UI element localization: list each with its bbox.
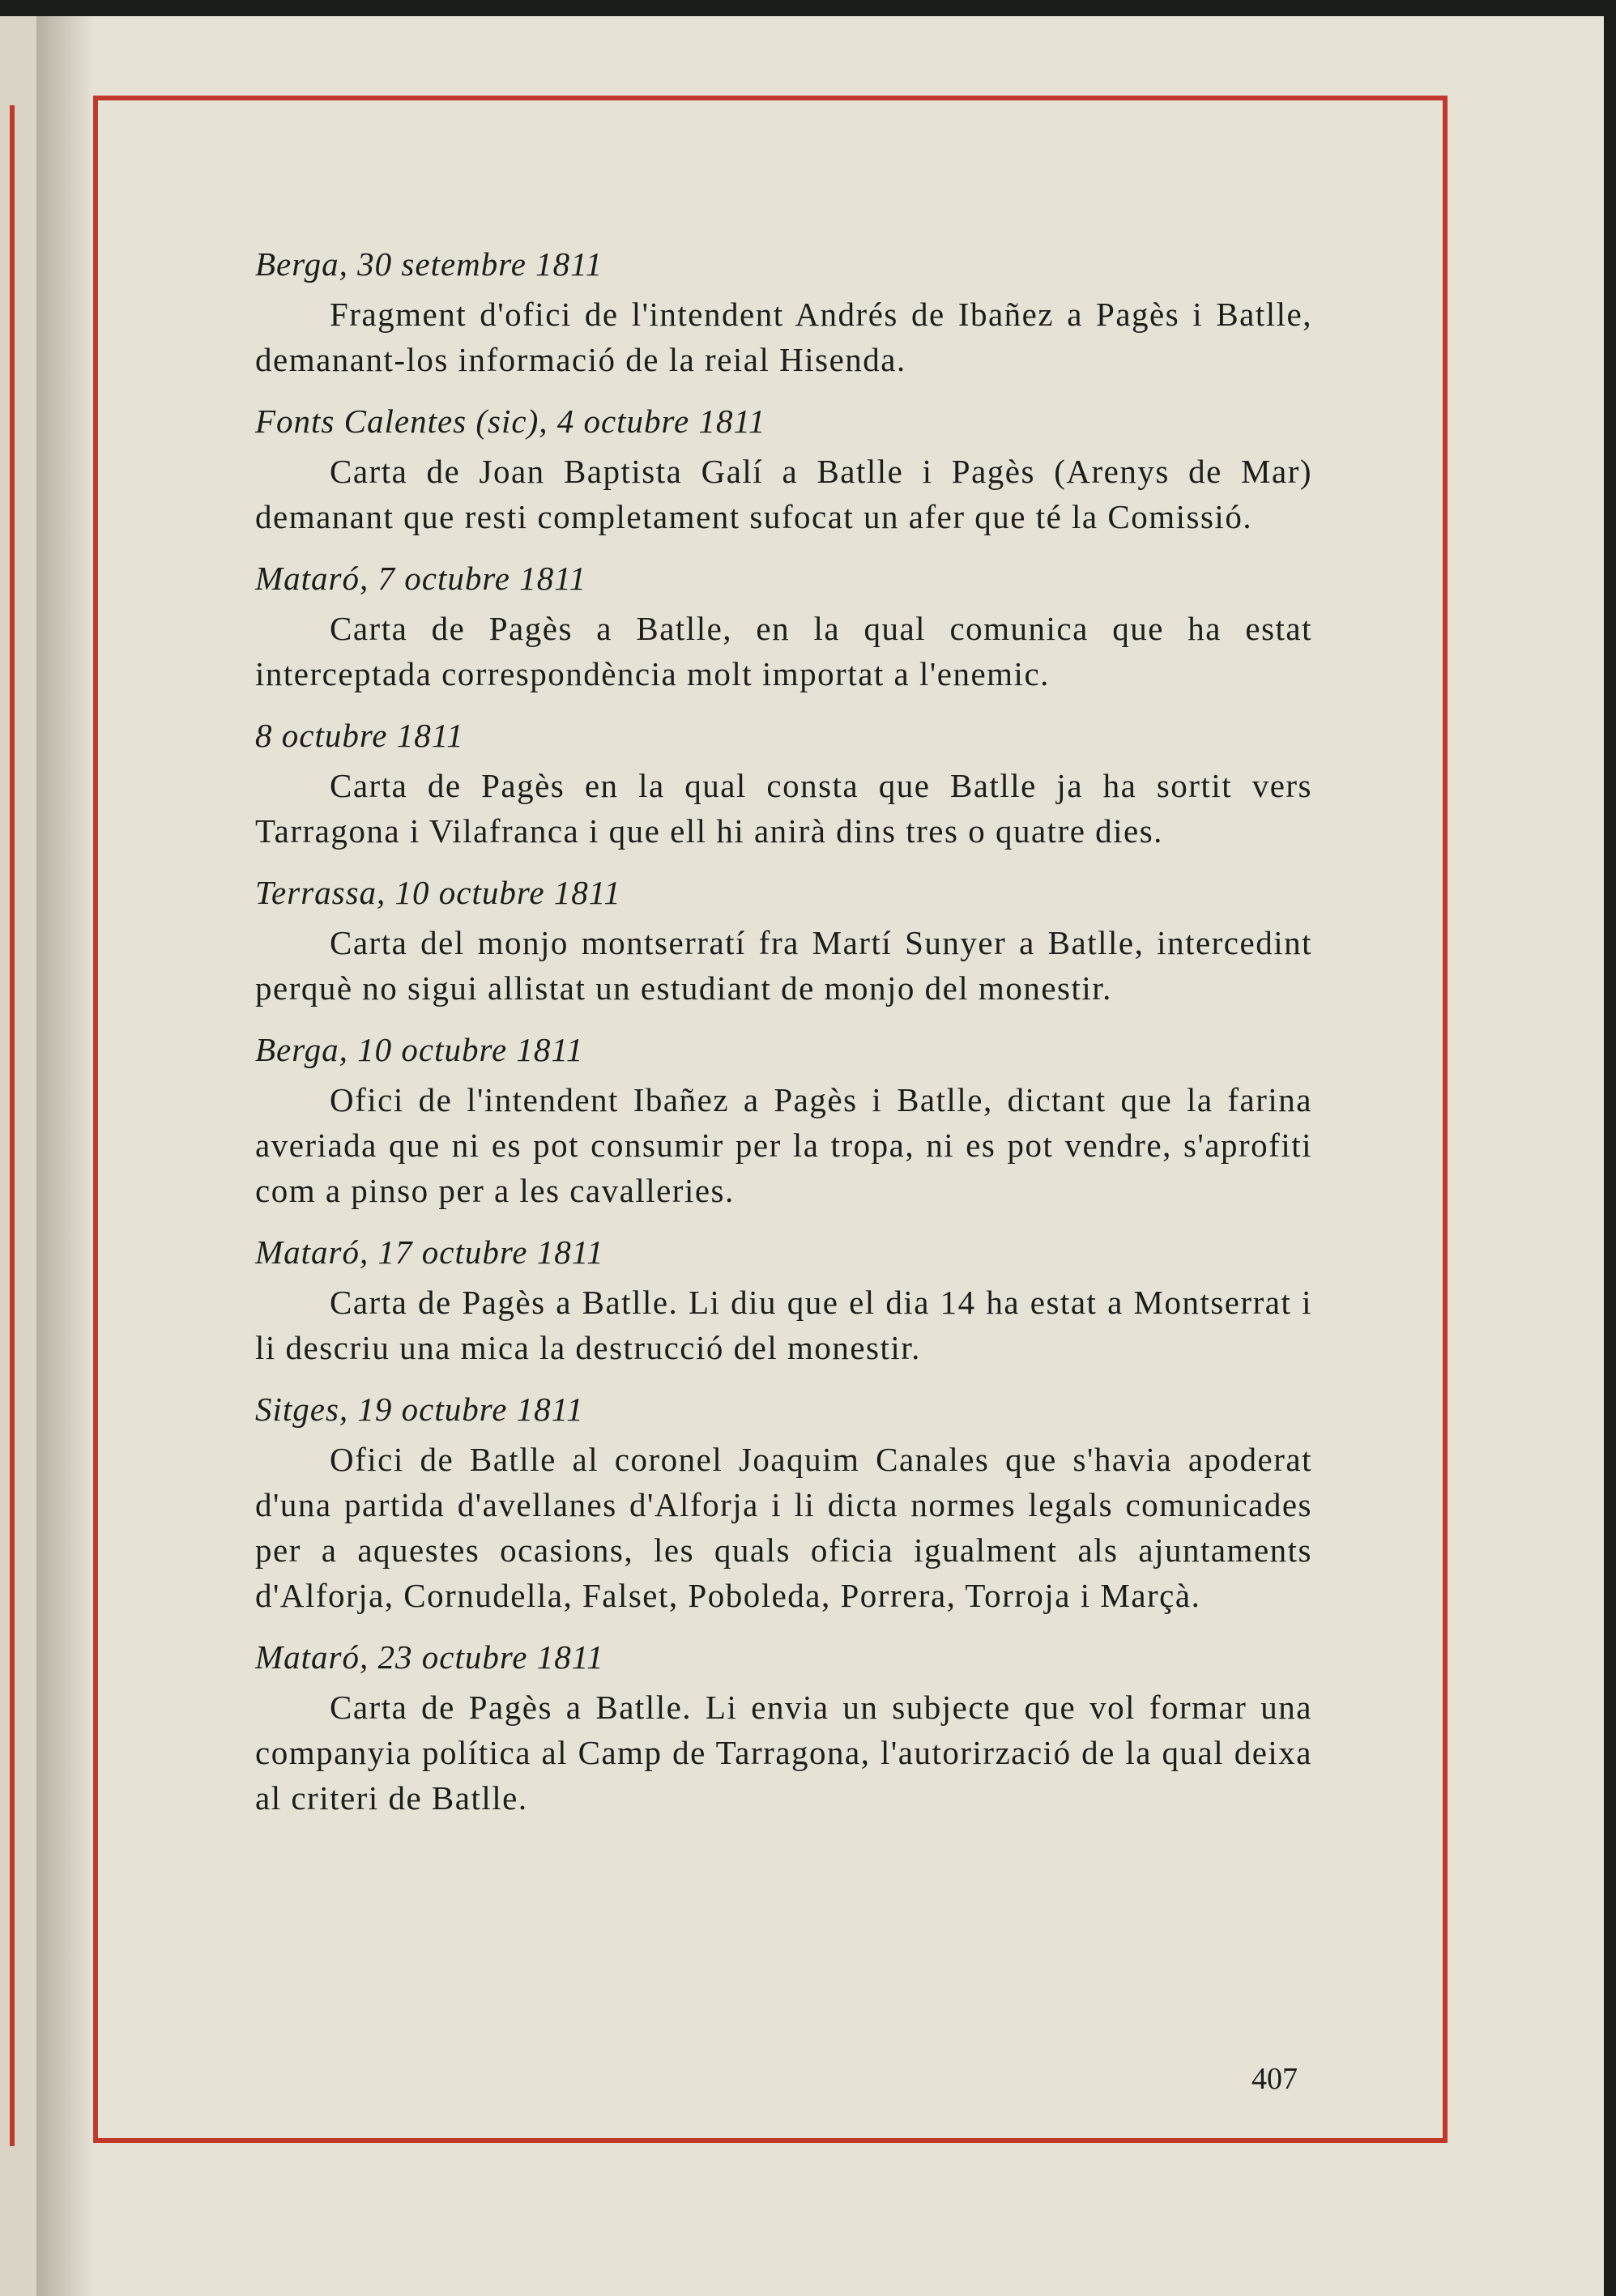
entry-text: Carta de Pagès a Batlle. Li envia un subjecte que vol formar una companyia política al Camp de Tarragona, l'autorirzació de la qual deixa al criteri de Batlle.: [255, 1689, 1312, 1817]
entry-heading: Mataró, 7 octubre 1811: [255, 560, 587, 597]
entry: [255, 557, 1312, 696]
entry-text: Ofici de Batlle al coronel Joaquim Canales que s'havia apoderat d'una partida d'avellanes d'Alforja i li dicta normes legals comunicades per a aquestes ocasions, les quals oficia igualment als ajuntaments d'Alforja, Cornudella, Falset, Poboleda, Porrera, Torroja i Marçà.: [255, 1441, 1312, 1614]
entry: [255, 871, 1312, 1011]
entry-text: Ofici de l'intendent Ibañez a Pagès i Batlle, dictant que la farina averiada que ni es pot consumir per la tropa, ni es pot vendre, s'aprofiti com a pinso per a les cavalleries.: [255, 1081, 1312, 1209]
entry-text: Carta de Pagès a Batlle, en la qual comunica que ha estat interceptada correspondència molt importat a l'enemic.: [255, 610, 1312, 692]
entry-heading: Sitges, 19 octubre 1811: [255, 1391, 584, 1428]
previous-page-edge: [0, 16, 36, 2296]
entry-heading: Berga, 30 setembre 1811: [255, 245, 603, 283]
entry-heading: Mataró, 23 octubre 1811: [255, 1638, 604, 1676]
entry-heading: Fonts Calentes (sic), 4 octubre 1811: [255, 403, 766, 440]
entry: [255, 1029, 1312, 1213]
entry-heading: Mataró, 17 octubre 1811: [255, 1233, 604, 1271]
entry: [255, 714, 1312, 854]
gutter-shadow: [36, 16, 93, 2296]
previous-page-red-rule: [0, 105, 15, 2146]
entry: [255, 243, 1312, 382]
entry: [255, 1636, 1312, 1821]
entry-text: Carta de Joan Baptista Galí a Batlle i Pagès (Arenys de Mar) demanant que resti completament sufocat un afer que té la Comissió.: [255, 453, 1312, 535]
entry: [255, 1388, 1312, 1618]
entry: [255, 1231, 1312, 1370]
entries-list: [255, 243, 1312, 1838]
entry-text: Fragment d'ofici de l'intendent Andrés de Ibañez a Pagès i Batlle, demanant-los informació de la reial Hisenda.: [255, 296, 1312, 378]
entry-text: Carta de Pagès a Batlle. Li diu que el dia 14 ha estat a Montserrat i li descriu una mica la destrucció del monestir.: [255, 1284, 1312, 1366]
entry-heading: Berga, 10 octubre 1811: [255, 1031, 584, 1068]
entry: [255, 400, 1312, 539]
entry-heading: 8 octubre 1811: [255, 717, 464, 754]
entry-text: Carta de Pagès en la qual consta que Batlle ja ha sortit vers Tarragona i Vilafranca i que ell hi anirà dins tres o quatre dies.: [255, 767, 1312, 850]
page-number: 407: [1251, 2062, 1298, 2096]
entry-heading: Terrassa, 10 octubre 1811: [255, 874, 621, 911]
entry-text: Carta del monjo montserratí fra Martí Sunyer a Batlle, intercedint perquè no sigui allistat un estudiant de monjo del monestir.: [255, 924, 1312, 1007]
